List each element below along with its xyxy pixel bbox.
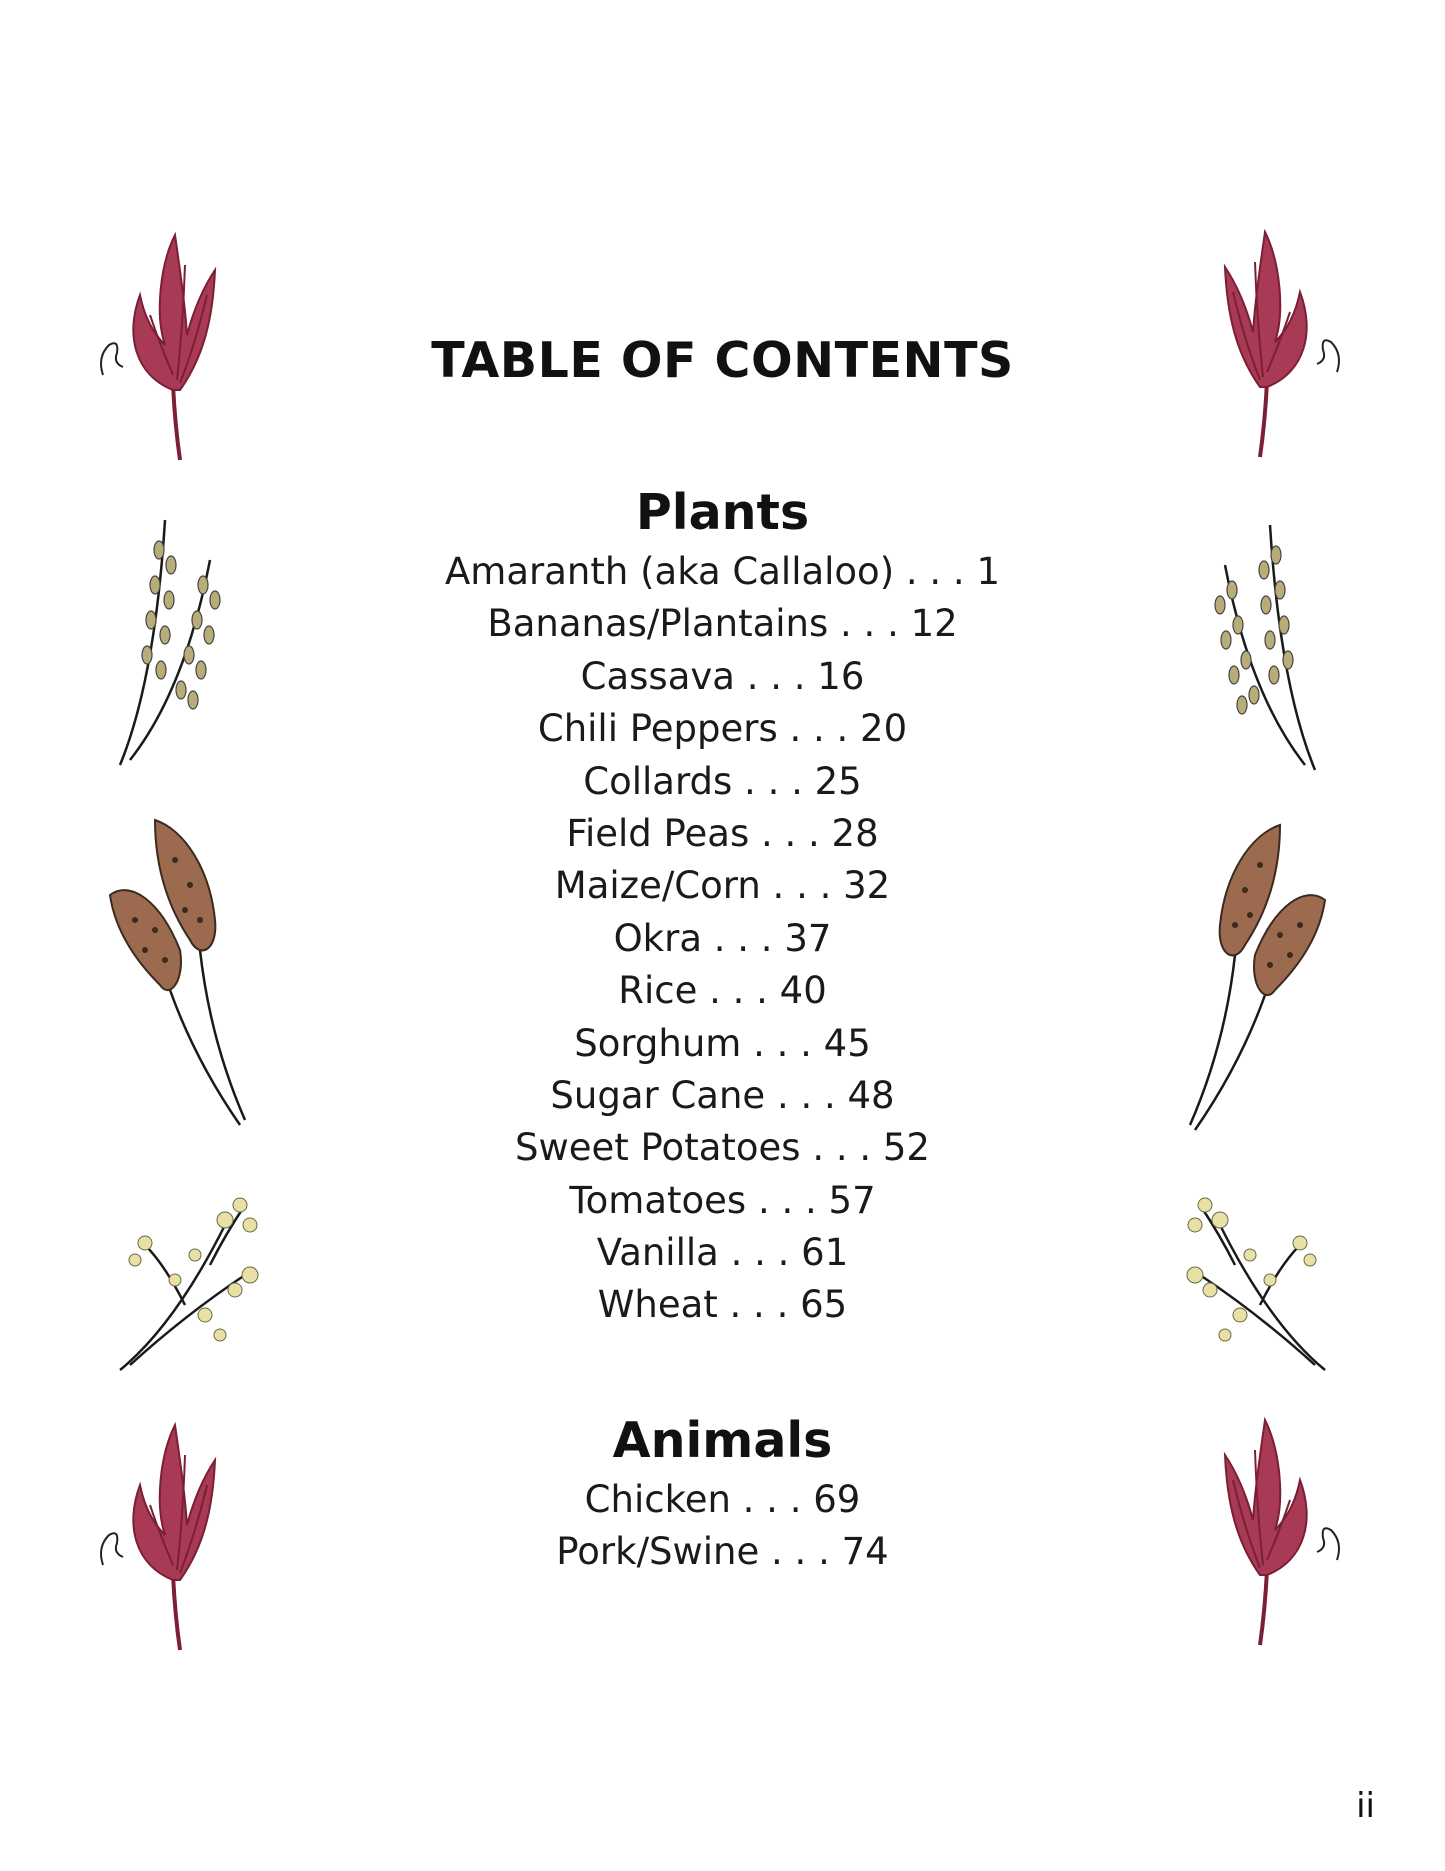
toc-entry[interactable]: Maize/Corn . . . 32 — [554, 864, 891, 908]
toc-entry[interactable]: Rice . . . 40 — [618, 969, 827, 1013]
amaranth-icon — [1195, 222, 1345, 462]
toc-entry[interactable]: Cassava . . . 16 — [580, 654, 865, 698]
grain-sprig-icon — [1200, 515, 1320, 775]
page-title: TABLE OF CONTENTS — [431, 332, 1014, 389]
flowering-sprig-icon — [115, 1165, 265, 1375]
grain-sprig-icon — [115, 510, 235, 770]
toc-entry[interactable]: Chicken . . . 69 — [584, 1478, 861, 1521]
sorghum-icon — [100, 810, 250, 1130]
toc-entry[interactable]: Collards . . . 25 — [583, 759, 862, 803]
amaranth-icon — [95, 225, 245, 465]
toc-entry[interactable]: Sweet Potatoes . . . 52 — [515, 1126, 930, 1170]
section-heading-plants: Plants — [635, 484, 810, 541]
toc-entry[interactable]: Okra . . . 37 — [613, 916, 832, 960]
toc-entry[interactable]: Bananas/Plantains . . . 12 — [487, 602, 958, 646]
toc-entry[interactable]: Pork/Swine . . . 74 — [556, 1530, 889, 1574]
toc-entry[interactable]: Field Peas . . . 28 — [566, 811, 879, 855]
toc-entry[interactable]: Tomatoes . . . 57 — [569, 1178, 876, 1222]
toc-entry[interactable]: Vanilla . . . 61 — [596, 1231, 849, 1275]
amaranth-icon — [95, 1415, 245, 1655]
section-heading-animals: Animals — [612, 1412, 833, 1469]
amaranth-icon — [1195, 1410, 1345, 1650]
toc-entry[interactable]: Wheat . . . 65 — [597, 1283, 848, 1327]
flowering-sprig-icon — [1180, 1165, 1330, 1375]
toc-entry[interactable]: Amaranth (aka Callaloo) . . . 1 — [445, 550, 1000, 593]
sorghum-icon — [1185, 815, 1335, 1135]
toc-entry[interactable]: Sugar Cane . . . 48 — [550, 1073, 895, 1117]
toc-entry[interactable]: Sorghum . . . 45 — [574, 1021, 871, 1065]
page-number: ii — [1356, 1786, 1375, 1826]
toc-entry[interactable]: Chili Peppers . . . 20 — [537, 707, 908, 751]
